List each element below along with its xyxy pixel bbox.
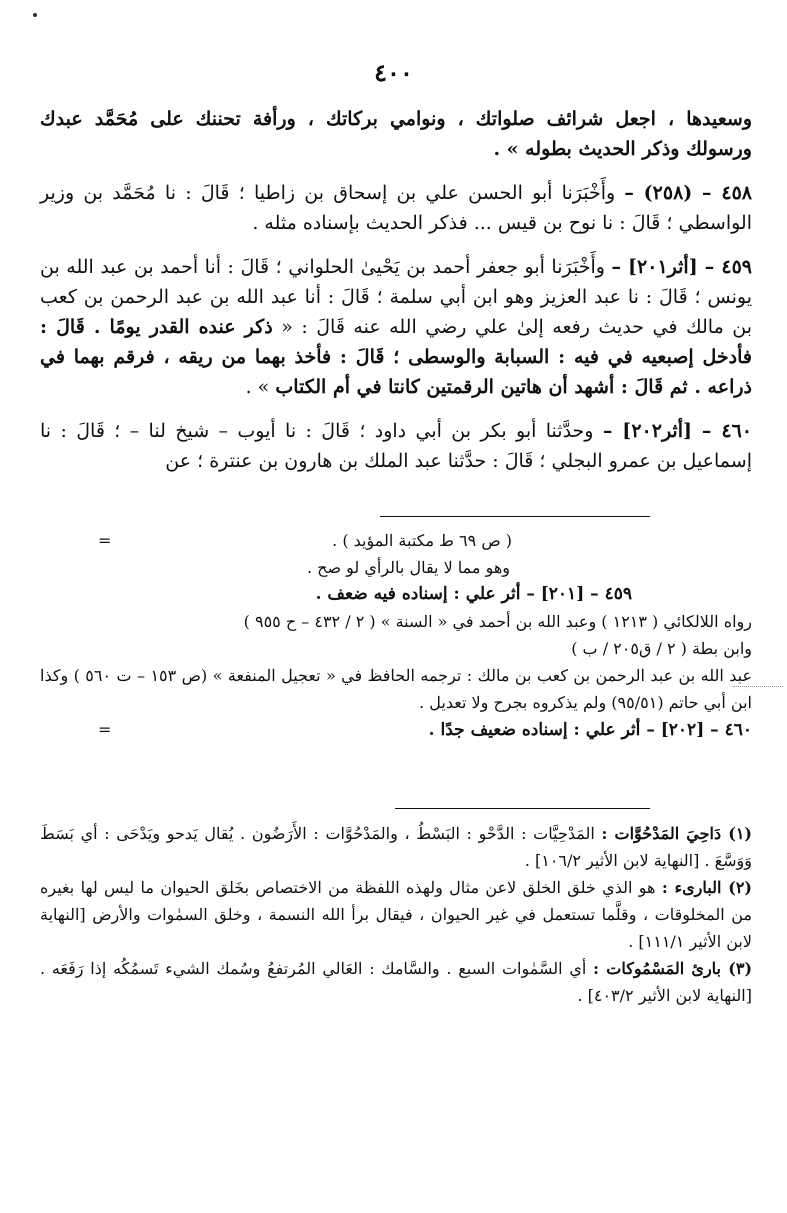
- glossary-text: المَدْحِيَّات : الدَّحْو : البَسْطُ ، والمَدْحُوَّات : الأَرَضُون . يُقال يَدحو ويَدْحَى : أي بَسَطَ وَوَسَّعَ . [النهاية لابن الأثير ١٠٦/٢] .: [40, 824, 752, 870]
- hadith-number: ٤٥٨ – (٢٥٨) –: [624, 182, 752, 204]
- glossary-term: (١) دَاحِيَ المَدْحُوَّات :: [601, 824, 752, 843]
- note-text: ( ص ٦٩ ط مكتبة المؤيد ) .: [332, 531, 512, 550]
- main-text: [40, 104, 752, 490]
- hadith-isnad: وأَخْبَرَنا أبو جعفر أحمد بن يَحْيىٰ الحلواني ؛ قَالَ : أنا أحمد بن عبد الله بن يونس ؛ قَالَ : نا عبد العزيز وهو ابن أبي سلمة ؛ قَالَ : أنا عبد الله بن عبد الرحمن بن كعب بن مالك في حديث رفعه إلىٰ علي رضي الله عنه قَالَ : «: [40, 256, 753, 338]
- tahqiq-notes: [40, 527, 752, 744]
- scan-dot: [33, 13, 37, 17]
- hadith-end: » .: [245, 376, 270, 398]
- glossary-notes: [40, 820, 752, 1009]
- hadith-459: [40, 252, 752, 402]
- note-heading-459: ٤٥٩ – [٢٠١] – أثر علي : إسناده فيه ضعف .: [315, 584, 632, 604]
- glossary-term: (٣) بارئ المَسْمُوكات :: [593, 959, 753, 978]
- hadith-number: ٤٥٩ – [أثر٢٠١] –: [611, 256, 753, 278]
- hadith-number: ٤٦٠ – [أثر٢٠٢] –: [602, 420, 752, 442]
- hadith-matn: ذكر عنده القدر يومًا . قَالَ : فأدخل إصبعيه في فيه : السبابة والوسطى ؛ قَالَ : فأخذ بهما من ريقه ، فرقم بهما في ذراعه . ثم قَالَ : أشهد أن هاتين الرقمتين كانتا في أم الكتاب: [40, 316, 752, 398]
- hadith-460: [40, 416, 752, 476]
- glossary-note-2: [40, 874, 752, 955]
- hadith-text: وحدَّثنا أبو بكر بن أبي داود ؛ قَالَ : نا أيوب – شيخ لنا – ؛ قَالَ : نا إسماعيل بن عمرو البجلي ؛ قَالَ : حدَّثنا عبد الملك بن هارون بن عنترة ؛ عن: [40, 420, 752, 472]
- note-line: [40, 527, 752, 554]
- continuation-mark: =: [98, 720, 112, 739]
- note-line: وهو مما لا يقال بالرأي لو صح .: [306, 558, 510, 577]
- note-line: وابن بطة ( ٢ / ق٢٠٥ / ب ): [571, 639, 752, 658]
- note-heading-460: ٤٦٠ – [٢٠٢] – أثر علي : إسناده ضعيف جدًا .: [428, 720, 752, 740]
- footnote-rule-lower: [395, 808, 650, 809]
- note-line: رواه اللالكائي ( ١٢١٣ ) وعبد الله بن أحمد في « السنة » ( ٢ / ٤٣٢ – ح ٩٥٥ ): [243, 612, 752, 631]
- page-number: ٤٠٠: [374, 58, 413, 87]
- glossary-note-3: [40, 955, 752, 1009]
- hadith-text: وأَخْبَرَنا أبو الحسن علي بن إسحاق بن زاطيا ؛ قَالَ : نا مُحَمَّد بن وزير الواسطي ؛ قَالَ : نا نوح بن قيس ... فذكر الحديث بإسناده مثله .: [40, 182, 752, 234]
- note-heading-460-row: [40, 716, 752, 744]
- glossary-text: هو الذي خلق الخلق لاعن مثال ولهذه اللفظة من الاختصاص بخَلق الحيوان ما ليس لها بغيره من المخلوقات ، وقلَّما تستعمل في غير الحيوان ، فيقال برأ الله النسمة ، وخلق السمٰوات والأرض [النهاية لابن الأثير ١١١/١] .: [40, 878, 752, 951]
- glossary-text: أي السَّمٰوات السبع . والسَّامك : العَالي المُرتفعُ وسُمك الشيء تَسمُكُه إذا رَفَعَه . [النهاية لابن الأثير ٤٠٣/٢] .: [40, 959, 752, 1005]
- footnote-rule-upper: [380, 516, 650, 517]
- paragraph-continuation: وسعيدها ، اجعل شرائف صلواتك ، ونوامي بركاتك ، ورأفة تحننك على مُحَمَّد عبدك ورسولك وذكر الحديث بطوله » .: [40, 108, 752, 160]
- continuation-mark: =: [98, 531, 112, 550]
- glossary-term: (٢) البارىء :: [661, 878, 752, 897]
- glossary-note-1: [40, 820, 752, 874]
- note-line: عبد الله بن عبد الرحمن بن كعب بن مالك : ترجمه الحافظ في « تعجيل المنفعة » (ص ١٥٣ – ت ٥٦٠ ) وكذا ابن أبي حاتم (٩٥/٥١) ولم يذكروه بجرح ولا تعديل .: [40, 666, 753, 712]
- hadith-458: [40, 178, 752, 238]
